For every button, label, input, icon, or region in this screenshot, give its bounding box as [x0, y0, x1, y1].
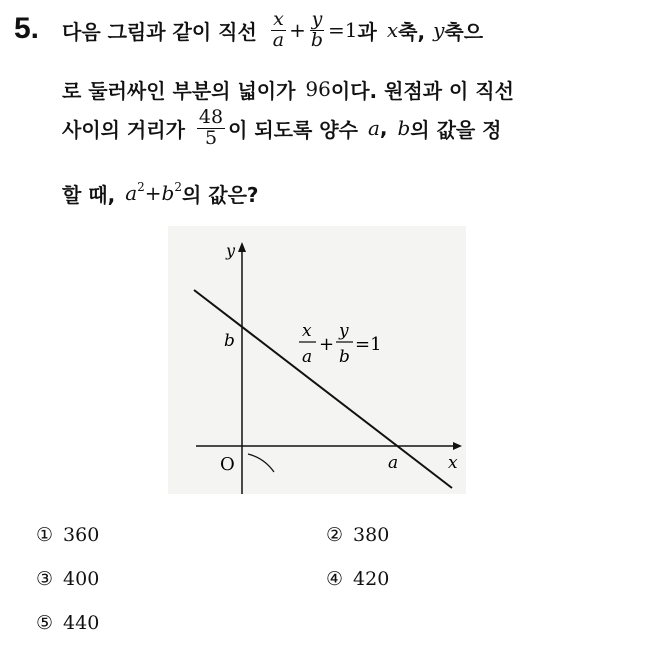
choice-value: 420 [353, 568, 390, 590]
eq-frac2-num: y [339, 321, 349, 341]
question-text: 다음 그림과 같이 직선 [62, 19, 257, 44]
eq-plus: + [319, 334, 335, 355]
question-line-4 [62, 178, 259, 208]
fraction-x-over-a: $\frac{x}{a}$ [272, 8, 285, 51]
choice-5[interactable] [36, 612, 99, 634]
variable-a: a [367, 116, 380, 141]
choice-mark: ⑤ [36, 612, 54, 634]
fraction-distance: $\frac{48}{5}$ [198, 106, 224, 149]
choice-mark: ① [36, 524, 54, 546]
question-text: 축으 [444, 19, 484, 44]
question-number: 5. [14, 12, 40, 45]
y-axis-arrow [238, 242, 246, 252]
b-intercept-label: b [224, 331, 235, 351]
equals-one: =1 [328, 18, 358, 43]
question-text: 이다. 원점과 이 직선 [330, 78, 514, 103]
choice-2[interactable] [326, 524, 389, 546]
choice-4[interactable] [326, 568, 389, 590]
question-text: 의 값은? [182, 182, 259, 207]
graph-svg [168, 226, 466, 494]
question-text: 사이의 거리가 [62, 117, 185, 142]
question-text: 이 되도록 양수 [228, 117, 358, 142]
choice-value: 380 [353, 524, 390, 546]
choice-1[interactable] [36, 524, 99, 546]
variable-x: x [386, 18, 399, 43]
choice-3[interactable] [36, 568, 99, 590]
x-axis-arrow [453, 442, 462, 450]
area-value: 96 [305, 77, 331, 101]
question-text: 축, [398, 19, 426, 44]
choice-mark: ④ [326, 568, 344, 590]
variable-y: y [433, 18, 445, 43]
x-axis-label: x [448, 453, 458, 473]
question-text: 할 때, [62, 182, 116, 207]
plus-sign: + [289, 18, 306, 43]
graph-figure [168, 226, 466, 494]
choice-value: 360 [63, 524, 100, 546]
y-axis-label: y [226, 241, 236, 260]
question-line-3 [62, 108, 502, 149]
question-line-1 [62, 10, 483, 51]
eq-frac2-den: b [339, 347, 350, 367]
expression-a-squared-plus-b-squared: $a^2+b^2$ [125, 180, 182, 205]
origin-arc [248, 454, 274, 472]
question-text: 과 [357, 19, 377, 44]
question-text: 로 둘러싸인 부분의 넓이가 [62, 78, 296, 103]
choice-mark: ② [326, 524, 344, 546]
eq-frac1-num: x [302, 321, 312, 341]
question-line-2 [62, 74, 514, 104]
comma: , [379, 116, 388, 141]
choice-value: 440 [63, 612, 100, 634]
choice-mark: ③ [36, 568, 54, 590]
fraction-y-over-b: $\frac{y}{b}$ [310, 8, 324, 51]
question-text: 의 값을 정 [410, 117, 502, 142]
eq-rhs: =1 [355, 334, 382, 355]
a-intercept-label: a [388, 453, 399, 473]
eq-frac1-den: a [302, 347, 313, 367]
origin-label: O [220, 454, 235, 475]
choice-value: 400 [63, 568, 100, 590]
variable-b: b [397, 116, 411, 141]
